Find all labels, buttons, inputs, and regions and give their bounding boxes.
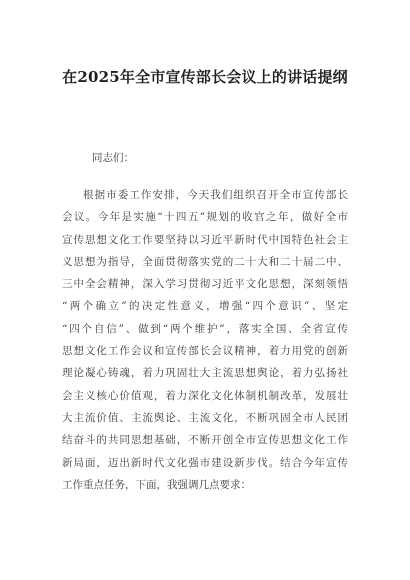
paragraph-line: 三中全会精神，深入学习贯彻习近平文化思想，深刻领悟 bbox=[62, 278, 348, 291]
paragraph-line: 宣传思想文化工作要坚持以习近平新时代中国特色社会主 bbox=[62, 233, 348, 246]
paragraph-line: 会主义核心价值观，着力深化文化体制机制改革，发展壮 bbox=[62, 389, 348, 402]
paragraph-line: 大主流价值、主流舆论、主流文化，不断巩固全市人民团 bbox=[62, 411, 348, 424]
paragraph-line: 新局面，迈出新时代文化强市建设新步伐。结合今年宣传 bbox=[62, 456, 348, 469]
paragraph-line: 理论凝心铸魂，着力巩固壮大主流思想舆论，着力弘扬社 bbox=[62, 367, 348, 380]
paragraph-line: 会议。今年是实施“十四五”规划的收官之年，做好全市 bbox=[62, 211, 348, 224]
body-paragraph bbox=[62, 184, 348, 496]
paragraph-line: “两个确立”的决定性意义，增强“四个意识”、坚定 bbox=[62, 300, 348, 313]
paragraph-line: “四个自信”、做到“两个维护”，落实全国、全省宣传 bbox=[62, 322, 348, 335]
paragraph-line: 义思想为指导，全面贯彻落实党的二十大和二十届二中、 bbox=[62, 255, 348, 268]
paragraph-line: 结奋斗的共同思想基础，不断开创全市宣传思想文化工作 bbox=[62, 434, 348, 447]
document-title: 在2025年全市宣传部长会议上的讲话提纲 bbox=[62, 68, 348, 86]
paragraph-line: 思想文化工作会议和宣传部长会议精神，着力用党的创新 bbox=[62, 345, 348, 358]
paragraph-line: 根据市委工作安排，今天我们组织召开全市宣传部长 bbox=[83, 189, 348, 201]
paragraph-line: 工作重点任务，下面，我强调几点要求： bbox=[62, 478, 251, 491]
salutation: 同志们： bbox=[92, 152, 134, 164]
